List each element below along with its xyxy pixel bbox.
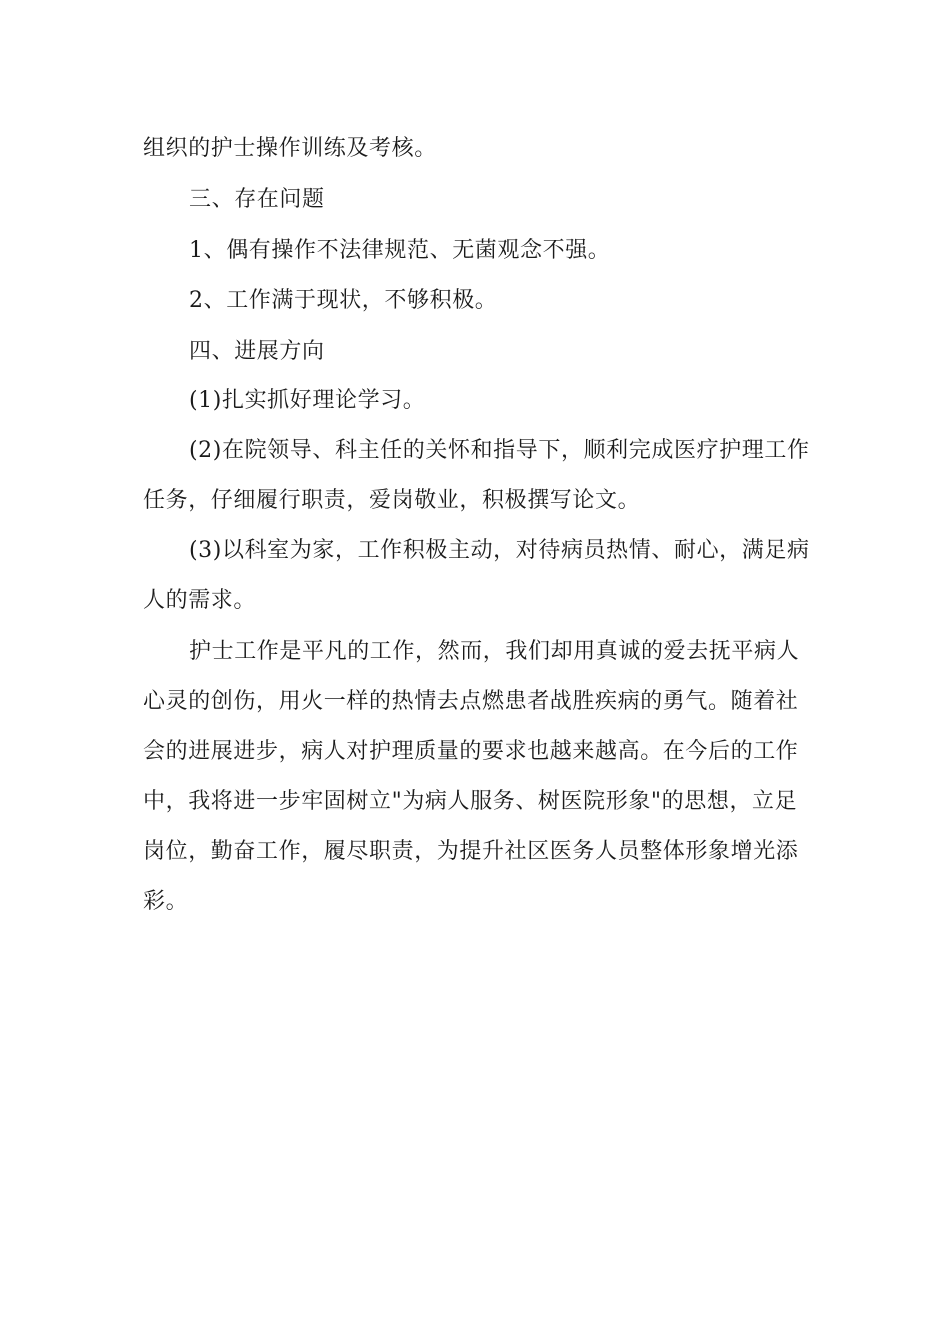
paragraph-line: 组织的护士操作训练及考核。 — [143, 136, 437, 161]
paragraph-line: 会的进展进步，病人对护理质量的要求也越来越高。在今后的工作 — [143, 739, 799, 764]
section-heading: 三、存在问题 — [189, 187, 325, 212]
list-item: (2)在院领导、科主任的关怀和指导下，顺利完成医疗护理工作 — [189, 438, 810, 463]
paragraph-line: 心灵的创伤，用火一样的热情去点燃患者战胜疾病的勇气。随着社 — [143, 689, 799, 714]
paragraph-line: 彩。 — [143, 889, 189, 914]
list-item: 2、工作满于现状，不够积极。 — [189, 288, 498, 313]
list-item: (3)以科室为家，工作积极主动，对待病员热情、耐心，满足病 — [189, 538, 810, 563]
paragraph-line: 人的需求。 — [143, 588, 257, 613]
paragraph-line: 岗位，勤奋工作，履尽职责，为提升社区医务人员整体形象增光添 — [143, 839, 799, 864]
paragraph-line: 中，我将进一步牢固树立"为病人服务、树医院形象"的思想，立足 — [143, 789, 798, 814]
list-item: (1)扎实抓好理论学习。 — [189, 388, 426, 413]
section-heading: 四、进展方向 — [189, 339, 325, 364]
list-item: 1、偶有操作不法律规范、无菌观念不强。 — [189, 238, 611, 263]
paragraph-line: 护士工作是平凡的工作，然而，我们却用真诚的爱去抚平病人 — [189, 639, 800, 664]
paragraph-line: 任务，仔细履行职责，爱岗敬业，积极撰写论文。 — [143, 488, 641, 513]
